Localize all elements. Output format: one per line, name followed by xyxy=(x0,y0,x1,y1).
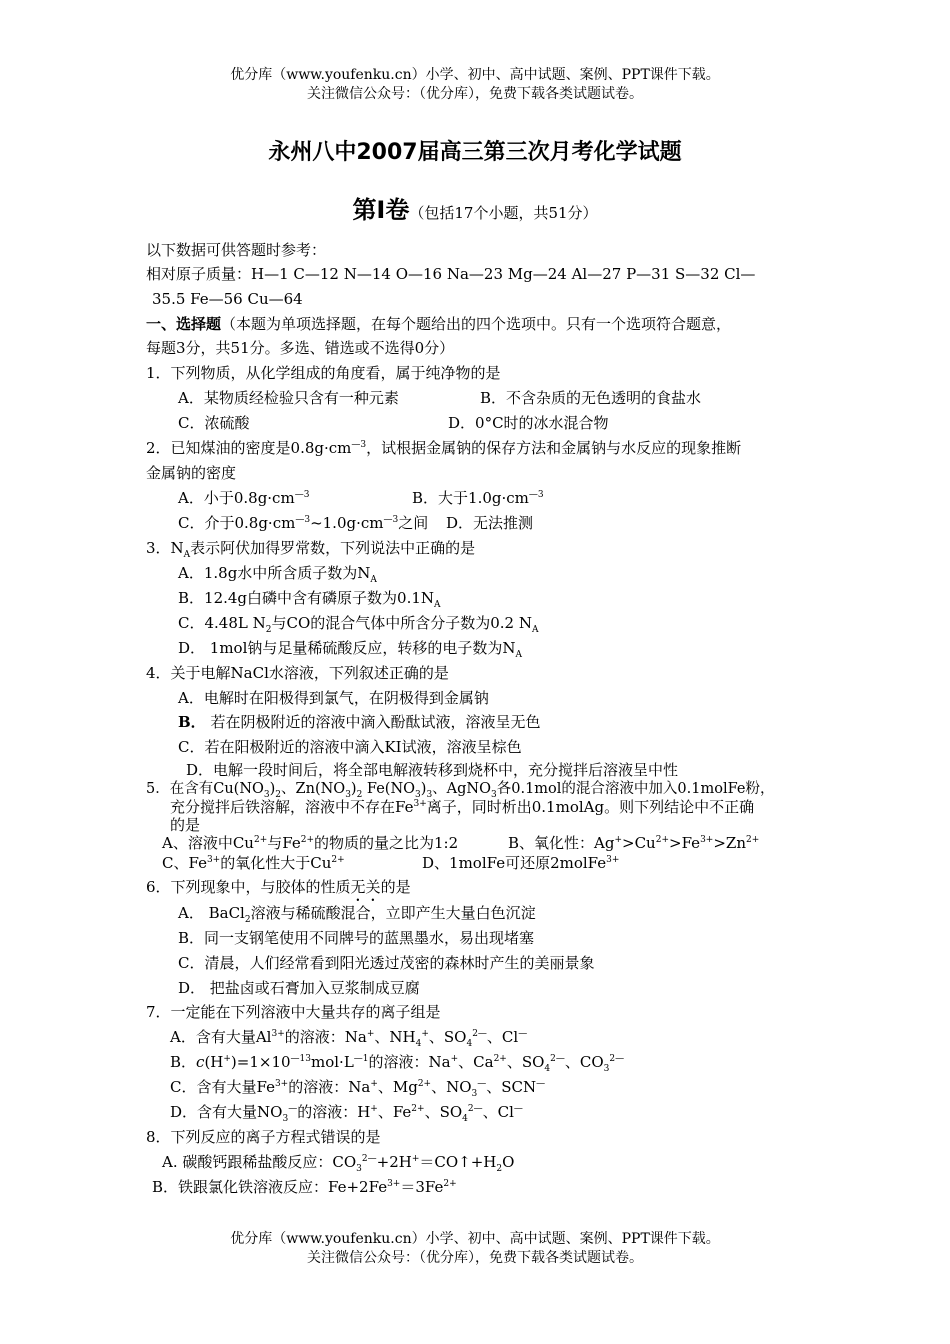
q8-option-a: A. 碳酸钙跟稀盐酸反应：$CO_3^{2—}+2H^+=CO↑+H_2O$ xyxy=(162,1153,515,1174)
q2-option-c: C．介于$0.8g\cdot cm^{—3}\sim 1.0g\cdot cm^{—3}$之间 xyxy=(178,514,429,532)
q6-option-c: C．清晨，人们经常看到阳光透过茂密的森林时产生的美丽景象 xyxy=(178,954,595,972)
q1-option-b: B．不含杂质的无色透明的食盐水 xyxy=(480,389,702,407)
q5-option-d: D、1molFe可还原2molFe$^{3+}$ xyxy=(422,854,620,872)
q1-stem: 1．下列物质，从化学组成的角度看，属于纯净物的是 xyxy=(146,364,501,382)
q5-option-c: C、$Fe^{3+}$的氧化性大于$Cu^{2+}$ xyxy=(162,854,345,872)
q5-stem-1: 5．在含有$Cu(NO_3)_2$、$Zn(NO_3)_2$ $Fe(NO_3)_3$、AgNO$_3$各0.1mol的混合溶液中加入0.1molFe粉， xyxy=(146,781,775,800)
q7-option-a: A．含有大量$Al^{3+}$的溶液：Na+、$NH_4^+$、$SO_4^{2—}$、Cl— xyxy=(170,1028,528,1049)
q5-stem-3: 的是 xyxy=(170,816,201,834)
q7-stem: 7．一定能在下列溶液中大量共存的离子组是 xyxy=(146,1003,441,1021)
q8-option-b: B．铁跟氯化铁溶液反应：$Fe+2Fe^{3+}=3Fe^{2+}$ xyxy=(152,1178,457,1196)
q2-option-d: D．无法推测 xyxy=(446,514,534,532)
q4-option-d: D．电解一段时间后，将全部电解液转移到烧杯中，充分搅拌后溶液呈中性 xyxy=(186,761,679,779)
q2-option-a: A．小于$0.8g\cdot cm^{—3}$ xyxy=(178,489,310,507)
q3-option-c: C．4.48L $N_2$与CO的混合气体中所含分子数为0.2 $N_A$ xyxy=(178,614,539,635)
q4-stem: 4．关于电解NaCl水溶液，下列叙述正确的是 xyxy=(146,664,449,682)
page-title: 永州八中2007届高三第三次月考化学试题 xyxy=(268,140,682,165)
header-line-1: 优分库（www.youfenku.cn）小学、初中、高中试题、案例、PPT课件下载。 xyxy=(230,67,720,83)
volume-label: 第Ⅰ卷 xyxy=(352,196,410,224)
q4-option-b: B． 若在阴极附近的溶液中滴入酚酞试液，溶液呈无色 xyxy=(178,713,541,731)
q5-stem-2: 充分搅拌后铁溶解，溶液中不存在$Fe^{3+}$离子，同时析出0.1molAg。则下列结论中不正确 xyxy=(170,798,755,816)
q4-option-a: A．电解时在阳极得到氯气，在阴极得到金属钠 xyxy=(178,689,489,707)
q2-option-b: B．大于$1.0g\cdot cm^{—3}$ xyxy=(412,489,544,507)
header-line-2: 关注微信公众号：（优分库），免费下载各类试题试卷。 xyxy=(307,86,643,102)
section-heading: 一、选择题 xyxy=(146,315,222,333)
q7-option-d: D．含有大量$NO_3^—$的溶液：H+、$Fe^{2+}$、$SO_4^{2—}$、Cl— xyxy=(170,1103,523,1124)
section-desc-2: 每题3分，共51分。多选、错选或不选得0分） xyxy=(146,339,455,357)
q3-option-d: D． 1mol钠与足量稀硫酸反应，转移的电子数为$N_A$ xyxy=(178,639,523,660)
q3-stem: 3．$N_A$表示阿伏加得罗常数，下列说法中正确的是 xyxy=(146,539,476,560)
q3-option-a: A．1.8g水中所含质子数为$N_A$ xyxy=(178,564,377,585)
q1-option-c: C．浓硫酸 xyxy=(178,414,250,432)
q7-option-b: B．$c(H^+)=1\times 10^{—13}mol\cdot L^{—1}$的溶液：Na+、$Ca^{2+}$、$SO_4^{2—}$、$CO_3^{2—}$ xyxy=(170,1053,625,1074)
footer-line-2: 关注微信公众号：（优分库），免费下载各类试题试卷。 xyxy=(307,1250,643,1266)
intro-line-1: 以下数据可供答题时参考： xyxy=(146,241,327,259)
q1-option-a: A．某物质经检验只含有一种元素 xyxy=(178,389,399,407)
q3-option-b: B．12.4g白磷中含有磷原子数为$0.1N_A$ xyxy=(178,589,441,610)
q6-option-b: B．同一支钢笔使用不同牌号的蓝黑墨水，易出现堵塞 xyxy=(178,929,535,947)
q2-stem-2: 金属钠的密度 xyxy=(146,464,237,482)
volume-heading xyxy=(0,190,950,225)
intro-line-2: 相对原子质量：H—1 C—12 N—14 O—16 Na—23 Mg—24 Al—27 P—31 S—32 Cl— xyxy=(146,265,756,283)
q8-stem: 8．下列反应的离子方程式错误的是 xyxy=(146,1128,381,1146)
q1-option-d: D．0°C时的冰水混合物 xyxy=(448,414,609,432)
q6-option-d: D． 把盐卤或石膏加入豆浆制成豆腐 xyxy=(178,979,420,997)
q2-stem-1: 2．已知煤油的密度是$0.8g\cdot cm^{—3}$，试根据金属钠的保存方法和金属钠与水反应的现象推断 xyxy=(146,439,742,457)
section-heading-line xyxy=(146,314,731,334)
section-desc-1: （本题为单项选择题，在每个题给出的四个选项中。只有一个选项符合题意， xyxy=(221,315,732,333)
volume-note: （包括17个小题，共51分） xyxy=(409,204,598,222)
q6-stem: 6．下列现象中，与胶体的性质无关的是 xyxy=(146,878,411,896)
q7-option-c: C．含有大量$Fe^{3+}$的溶液：Na+、$Mg^{2+}$、$NO_3^—$、SCN— xyxy=(170,1078,546,1099)
q4-option-c: C．若在阳极附近的溶液中滴入KI试液，溶液呈棕色 xyxy=(178,738,522,756)
q5-option-a: A、溶液中$Cu^{2+}$与$Fe^{2+}$的物质的量之比为1:2 xyxy=(162,834,459,852)
footer-line-1: 优分库（www.youfenku.cn）小学、初中、高中试题、案例、PPT课件下载。 xyxy=(230,1231,720,1247)
intro-line-3: 35.5 Fe—56 Cu—64 xyxy=(152,290,303,308)
q5-option-b: B、氧化性：$Ag^+>Cu^{2+}>Fe^{3+}>Zn^{2+}$ xyxy=(508,834,760,852)
q6-option-a: A． BaCl$_2$溶液与稀硫酸混合，立即产生大量白色沉淀 xyxy=(178,904,536,925)
